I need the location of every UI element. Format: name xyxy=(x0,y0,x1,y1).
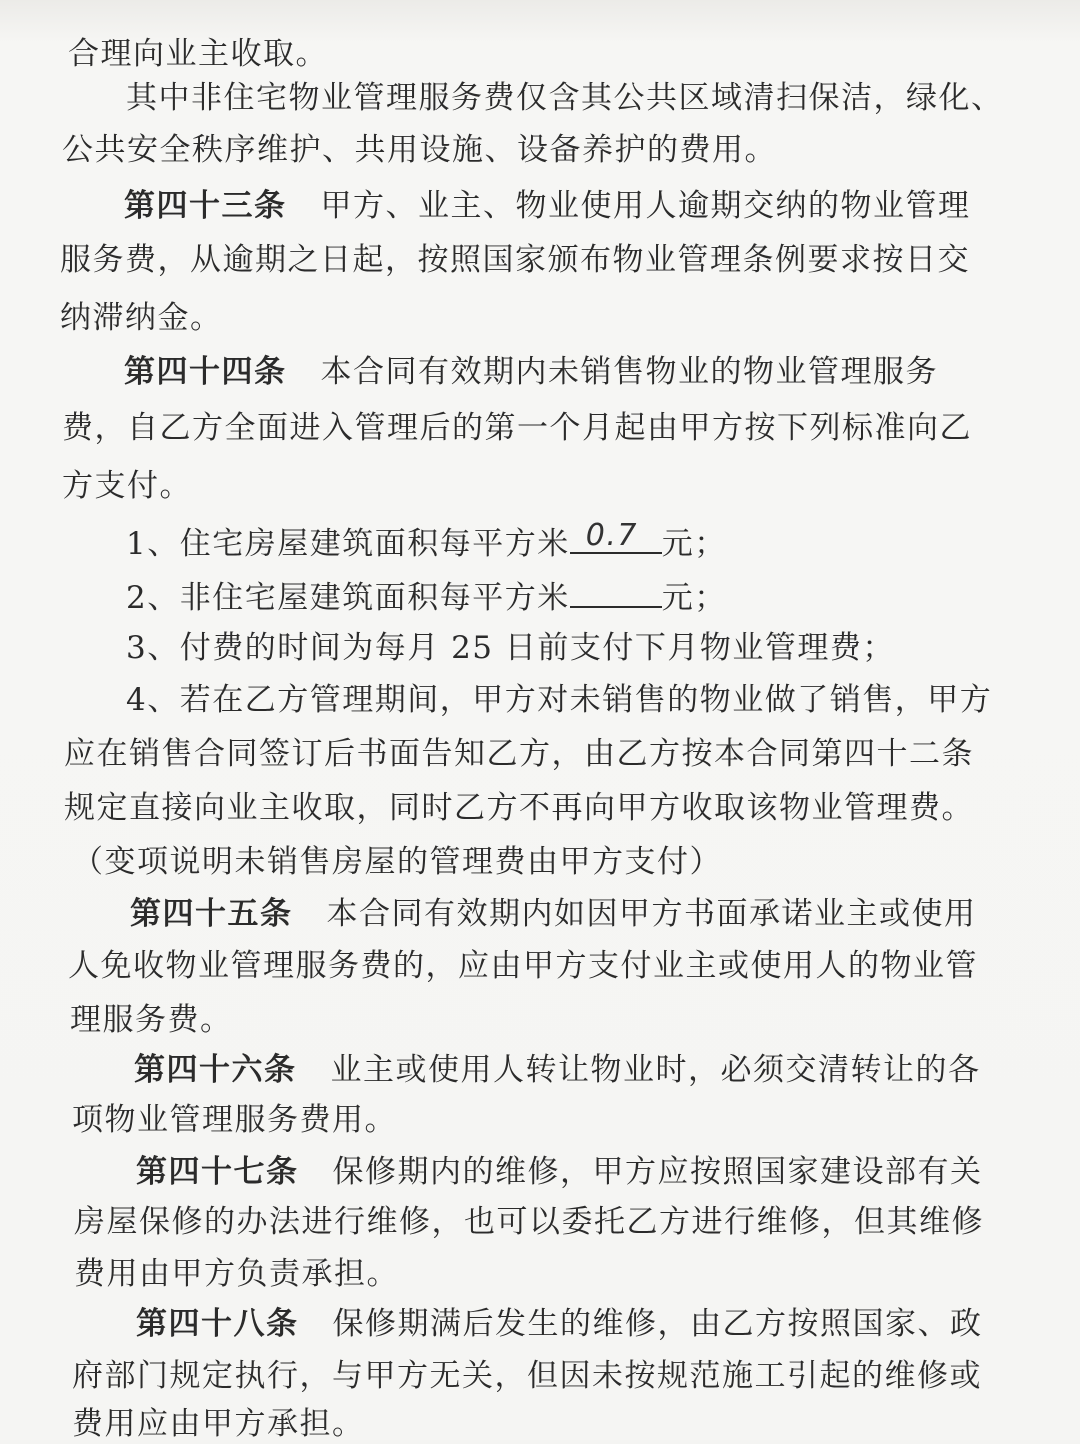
article-45: 第四十五条 本合同有效期内如因甲方书面承诺业主或使用 xyxy=(130,896,977,932)
text-line: 其中非住宅物业管理服务费仅含其公共区域清扫保洁，绿化、 xyxy=(126,80,1004,116)
article-heading: 第四十八条 xyxy=(136,1306,299,1342)
text-line: 规定直接向业主收取，同时乙方不再向甲方收取该物业管理费。 xyxy=(64,790,974,826)
article-heading: 第四十五条 xyxy=(130,896,293,932)
article-44: 第四十四条 本合同有效期内未销售物业的物业管理服务 xyxy=(124,354,938,390)
handwritten-value: 0.7 xyxy=(585,518,638,553)
text-line: 府部门规定执行，与甲方无关，但因未按规范施工引起的维修或 xyxy=(72,1358,982,1394)
fee-blank-nonresidential xyxy=(570,576,662,608)
text-line: 项物业管理服务费用。 xyxy=(72,1102,397,1138)
text-line: 纳滞纳金。 xyxy=(60,300,223,336)
text-line: 3、付费的时间为每月 25 日前支付下月物业管理费； xyxy=(126,630,895,666)
text-line: 人免收物业管理服务费的，应由甲方支付业主或使用人的物业管 xyxy=(68,948,978,984)
text-line: 合理向业主收取。 xyxy=(68,36,328,72)
article-heading: 第四十六条 xyxy=(134,1052,297,1088)
article-46: 第四十六条 业主或使用人转让物业时，必须交清转让的各 xyxy=(134,1052,981,1088)
text-line: 费用由甲方负责承担。 xyxy=(74,1256,399,1292)
article-heading: 第四十七条 xyxy=(136,1154,299,1190)
article-47: 第四十七条 保修期内的维修，甲方应按照国家建设部有关 xyxy=(136,1154,983,1190)
text-line: 费用应由甲方承担。 xyxy=(72,1406,365,1442)
article-heading: 第四十四条 xyxy=(124,354,287,390)
text-line: 公共安全秩序维护、共用设施、设备养护的费用。 xyxy=(62,132,777,168)
text-line: 房屋保修的办法进行维修，也可以委托乙方进行维修，但其维修 xyxy=(74,1204,984,1240)
text-line: 4、若在乙方管理期间，甲方对未销售的物业做了销售，甲方 xyxy=(126,682,993,718)
article-heading: 第四十三条 xyxy=(124,188,287,224)
note-line: （变项说明未销售房屋的管理费由甲方支付） xyxy=(72,844,722,880)
text-line: 服务费，从逾期之日起，按照国家颁布物业管理条例要求按日交 xyxy=(60,242,970,278)
fee-item-residential: 1、住宅房屋建筑面积每平方米 0.7 元； xyxy=(126,518,727,562)
text-line: 方支付。 xyxy=(62,468,192,504)
text-line: 费，自乙方全面进入管理后的第一个月起由甲方按下列标准向乙 xyxy=(62,410,972,446)
article-43: 第四十三条 甲方、业主、物业使用人逾期交纳的物业管理 xyxy=(124,188,971,224)
fee-blank-residential xyxy=(570,518,662,554)
fee-item-nonresidential: 2、非住宅屋建筑面积每平方米 元； xyxy=(126,576,727,618)
text-line: 应在销售合同签订后书面告知乙方，由乙方按本合同第四十二条 xyxy=(64,736,974,772)
text-line: 理服务费。 xyxy=(70,1002,233,1038)
article-48: 第四十八条 保修期满后发生的维修，由乙方按照国家、政 xyxy=(136,1306,983,1342)
